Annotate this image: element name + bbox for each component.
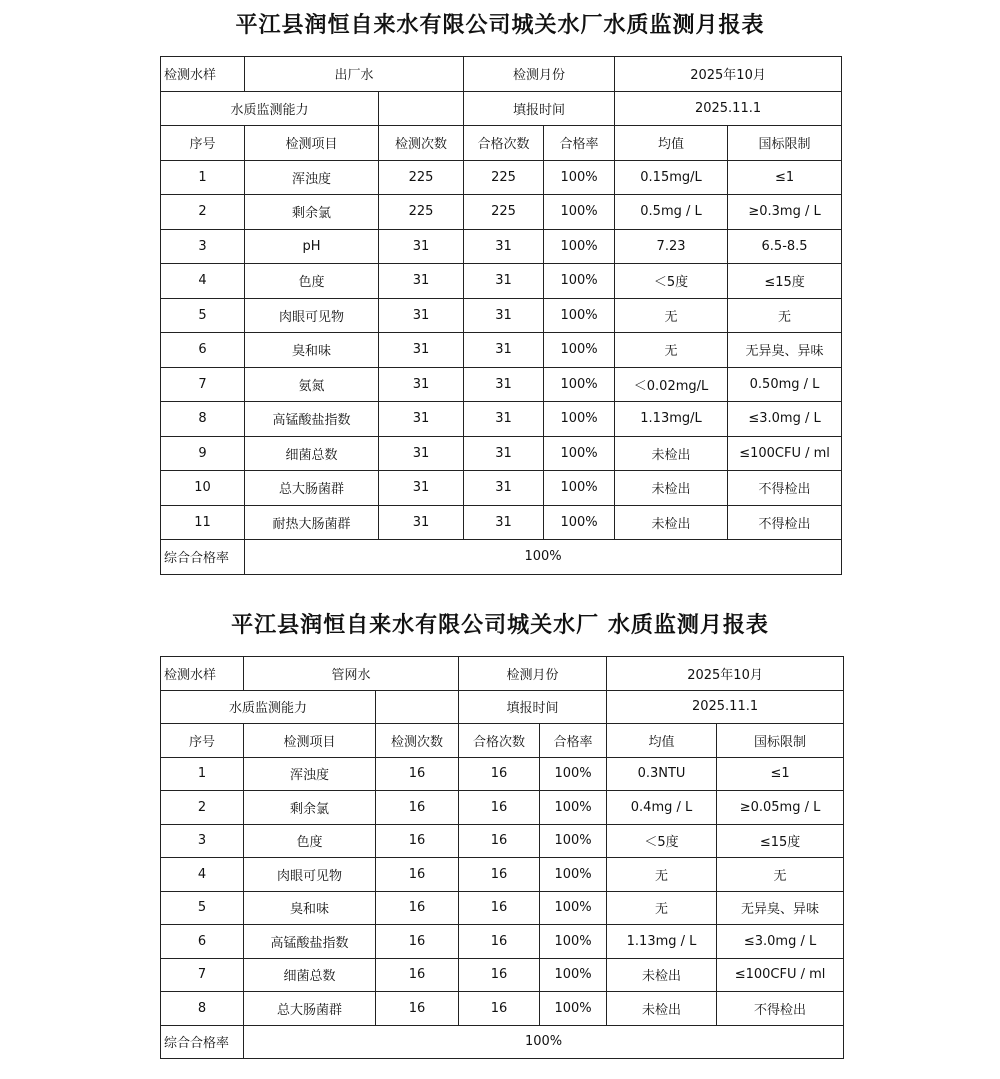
pass-rate-cell: 100%: [544, 471, 615, 506]
test-count-cell: 31: [379, 229, 464, 264]
item-cell: 浑浊度: [245, 160, 379, 195]
index-cell: 3: [161, 229, 245, 264]
table-row: [161, 891, 844, 925]
test-count-cell: 31: [379, 333, 464, 368]
index-cell: 6: [161, 925, 244, 959]
fill-time-value: 2025.11.1: [607, 690, 844, 724]
pass-rate-cell: 100%: [544, 195, 615, 230]
pass-count-cell: 31: [464, 367, 544, 402]
table-row: [161, 195, 842, 230]
limit-cell: 不得检出: [728, 505, 842, 540]
overall-value: 100%: [245, 540, 842, 575]
mean-cell: 0.3NTU: [607, 757, 717, 791]
item-cell: 臭和味: [245, 333, 379, 368]
column-header: 检测次数: [376, 724, 459, 758]
table-row: [161, 367, 842, 402]
item-cell: 高锰酸盐指数: [244, 925, 376, 959]
report-table: [160, 656, 844, 1059]
index-cell: 5: [161, 298, 245, 333]
mean-cell: 7.23: [615, 229, 728, 264]
item-cell: 色度: [244, 824, 376, 858]
mean-cell: 无: [615, 333, 728, 368]
pass-rate-cell: 100%: [544, 505, 615, 540]
pass-rate-cell: 100%: [544, 264, 615, 299]
item-cell: 肉眼可见物: [245, 298, 379, 333]
pass-rate-cell: 100%: [544, 298, 615, 333]
mean-cell: ＜5度: [615, 264, 728, 299]
limit-cell: ≥0.3mg / L: [728, 195, 842, 230]
test-count-cell: 31: [379, 298, 464, 333]
table-row: [161, 858, 844, 892]
table-row: [161, 757, 844, 791]
item-cell: 肉眼可见物: [244, 858, 376, 892]
mean-cell: 未检出: [615, 436, 728, 471]
fill-time-label: 填报时间: [464, 91, 615, 126]
item-cell: 总大肠菌群: [245, 471, 379, 506]
meta-row: [161, 57, 842, 92]
fill-time-label: 填报时间: [459, 690, 607, 724]
pass-rate-cell: 100%: [544, 402, 615, 437]
item-cell: 高锰酸盐指数: [245, 402, 379, 437]
meta-row: [161, 657, 844, 691]
index-cell: 6: [161, 333, 245, 368]
limit-cell: 0.50mg / L: [728, 367, 842, 402]
fill-time-value: 2025.11.1: [615, 91, 842, 126]
item-cell: 氨氮: [245, 367, 379, 402]
index-cell: 10: [161, 471, 245, 506]
mean-cell: 1.13mg/L: [615, 402, 728, 437]
limit-cell: 6.5-8.5: [728, 229, 842, 264]
index-cell: 1: [161, 757, 244, 791]
item-cell: 细菌总数: [244, 958, 376, 992]
report-table: [160, 56, 842, 575]
table-row: [161, 298, 842, 333]
test-count-cell: 225: [379, 195, 464, 230]
column-header: 合格次数: [464, 126, 544, 161]
table-row: [161, 333, 842, 368]
item-cell: 剩余氯: [245, 195, 379, 230]
item-cell: 耐热大肠菌群: [245, 505, 379, 540]
test-count-cell: 16: [376, 958, 459, 992]
pass-count-cell: 31: [464, 229, 544, 264]
pass-rate-cell: 100%: [544, 160, 615, 195]
pass-rate-cell: 100%: [544, 333, 615, 368]
pass-rate-cell: 100%: [544, 229, 615, 264]
index-cell: 11: [161, 505, 245, 540]
limit-cell: ≤15度: [728, 264, 842, 299]
pass-rate-cell: 100%: [544, 367, 615, 402]
pass-count-cell: 31: [464, 436, 544, 471]
column-header: 序号: [161, 724, 244, 758]
test-count-cell: 16: [376, 791, 459, 825]
index-cell: 2: [161, 791, 244, 825]
pass-count-cell: 16: [459, 858, 540, 892]
meta-row: [161, 690, 844, 724]
limit-cell: ≤100CFU / ml: [728, 436, 842, 471]
meta-row: [161, 91, 842, 126]
pass-rate-cell: 100%: [540, 858, 607, 892]
index-cell: 8: [161, 402, 245, 437]
index-cell: 3: [161, 824, 244, 858]
item-cell: 臭和味: [244, 891, 376, 925]
mean-cell: 未检出: [607, 958, 717, 992]
pass-count-cell: 31: [464, 402, 544, 437]
mean-cell: 0.5mg / L: [615, 195, 728, 230]
limit-cell: ≤1: [728, 160, 842, 195]
pass-count-cell: 16: [459, 891, 540, 925]
pass-rate-cell: 100%: [540, 757, 607, 791]
column-header: 检测项目: [244, 724, 376, 758]
test-count-cell: 16: [376, 891, 459, 925]
pass-rate-cell: 100%: [540, 824, 607, 858]
header-row: [161, 126, 842, 161]
overall-label: 综合合格率: [161, 540, 245, 575]
overall-value: 100%: [244, 1025, 844, 1059]
item-cell: pH: [245, 229, 379, 264]
index-cell: 9: [161, 436, 245, 471]
index-cell: 4: [161, 858, 244, 892]
table-row: [161, 992, 844, 1026]
table-row: [161, 436, 842, 471]
test-count-cell: 31: [379, 264, 464, 299]
index-cell: 2: [161, 195, 245, 230]
limit-cell: 不得检出: [728, 471, 842, 506]
mean-cell: 无: [607, 891, 717, 925]
capability-value: [376, 690, 459, 724]
mean-cell: 未检出: [607, 992, 717, 1026]
index-cell: 8: [161, 992, 244, 1026]
item-cell: 浑浊度: [244, 757, 376, 791]
test-count-cell: 16: [376, 925, 459, 959]
column-header: 检测次数: [379, 126, 464, 161]
pass-count-cell: 31: [464, 505, 544, 540]
overall-row: [161, 1025, 844, 1059]
limit-cell: ≤100CFU / ml: [717, 958, 844, 992]
limit-cell: 无: [717, 858, 844, 892]
test-count-cell: 31: [379, 505, 464, 540]
pass-count-cell: 31: [464, 471, 544, 506]
limit-cell: ≤15度: [717, 824, 844, 858]
header-row: [161, 724, 844, 758]
column-header: 国标限制: [717, 724, 844, 758]
column-header: 均值: [607, 724, 717, 758]
sample-label: 检测水样: [161, 657, 244, 691]
pass-rate-cell: 100%: [540, 791, 607, 825]
column-header: 检测项目: [245, 126, 379, 161]
test-count-cell: 225: [379, 160, 464, 195]
table-row: [161, 824, 844, 858]
pass-count-cell: 16: [459, 757, 540, 791]
table-row: [161, 264, 842, 299]
limit-cell: 无异臭、异味: [728, 333, 842, 368]
capability-label: 水质监测能力: [161, 690, 376, 724]
limit-cell: ≤3.0mg / L: [717, 925, 844, 959]
pass-count-cell: 16: [459, 958, 540, 992]
mean-cell: 无: [615, 298, 728, 333]
limit-cell: 无: [728, 298, 842, 333]
mean-cell: 无: [607, 858, 717, 892]
pass-rate-cell: 100%: [540, 958, 607, 992]
test-count-cell: 16: [376, 824, 459, 858]
limit-cell: ≤3.0mg / L: [728, 402, 842, 437]
overall-label: 综合合格率: [161, 1025, 244, 1059]
pass-count-cell: 31: [464, 333, 544, 368]
mean-cell: 未检出: [615, 471, 728, 506]
pass-count-cell: 225: [464, 195, 544, 230]
mean-cell: 0.15mg/L: [615, 160, 728, 195]
test-count-cell: 16: [376, 858, 459, 892]
table-row: [161, 229, 842, 264]
test-count-cell: 16: [376, 757, 459, 791]
item-cell: 细菌总数: [245, 436, 379, 471]
pass-count-cell: 225: [464, 160, 544, 195]
mean-cell: ＜5度: [607, 824, 717, 858]
index-cell: 7: [161, 367, 245, 402]
report-title: 平江县润恒自来水有限公司城关水厂水质监测月报表: [235, 12, 765, 38]
capability-label: 水质监测能力: [161, 91, 379, 126]
sample-label: 检测水样: [161, 57, 245, 92]
mean-cell: 0.4mg / L: [607, 791, 717, 825]
table-row: [161, 402, 842, 437]
test-count-cell: 31: [379, 436, 464, 471]
item-cell: 总大肠菌群: [244, 992, 376, 1026]
capability-value: [379, 91, 464, 126]
table-row: [161, 791, 844, 825]
item-cell: 色度: [245, 264, 379, 299]
table-row: [161, 471, 842, 506]
mean-cell: 未检出: [615, 505, 728, 540]
overall-row: [161, 540, 842, 575]
test-count-cell: 16: [376, 992, 459, 1026]
item-cell: 剩余氯: [244, 791, 376, 825]
index-cell: 1: [161, 160, 245, 195]
test-count-cell: 31: [379, 402, 464, 437]
pass-rate-cell: 100%: [540, 891, 607, 925]
pass-count-cell: 16: [459, 992, 540, 1026]
pass-count-cell: 16: [459, 791, 540, 825]
month-label: 检测月份: [459, 657, 607, 691]
limit-cell: ≥0.05mg / L: [717, 791, 844, 825]
mean-cell: 1.13mg / L: [607, 925, 717, 959]
sample-value: 出厂水: [245, 57, 464, 92]
pass-rate-cell: 100%: [540, 992, 607, 1026]
column-header: 国标限制: [728, 126, 842, 161]
pass-count-cell: 31: [464, 298, 544, 333]
limit-cell: 不得检出: [717, 992, 844, 1026]
sample-value: 管网水: [244, 657, 459, 691]
pass-count-cell: 16: [459, 925, 540, 959]
table-row: [161, 160, 842, 195]
index-cell: 7: [161, 958, 244, 992]
pass-rate-cell: 100%: [540, 925, 607, 959]
table-row: [161, 505, 842, 540]
pass-count-cell: 31: [464, 264, 544, 299]
column-header: 合格次数: [459, 724, 540, 758]
month-value: 2025年10月: [607, 657, 844, 691]
index-cell: 5: [161, 891, 244, 925]
table-row: [161, 958, 844, 992]
column-header: 序号: [161, 126, 245, 161]
column-header: 合格率: [544, 126, 615, 161]
month-label: 检测月份: [464, 57, 615, 92]
test-count-cell: 31: [379, 367, 464, 402]
mean-cell: ＜0.02mg/L: [615, 367, 728, 402]
index-cell: 4: [161, 264, 245, 299]
test-count-cell: 31: [379, 471, 464, 506]
column-header: 合格率: [540, 724, 607, 758]
pass-rate-cell: 100%: [544, 436, 615, 471]
month-value: 2025年10月: [615, 57, 842, 92]
table-row: [161, 925, 844, 959]
pass-count-cell: 16: [459, 824, 540, 858]
column-header: 均值: [615, 126, 728, 161]
limit-cell: 无异臭、异味: [717, 891, 844, 925]
report-title: 平江县润恒自来水有限公司城关水厂 水质监测月报表: [231, 612, 769, 638]
limit-cell: ≤1: [717, 757, 844, 791]
